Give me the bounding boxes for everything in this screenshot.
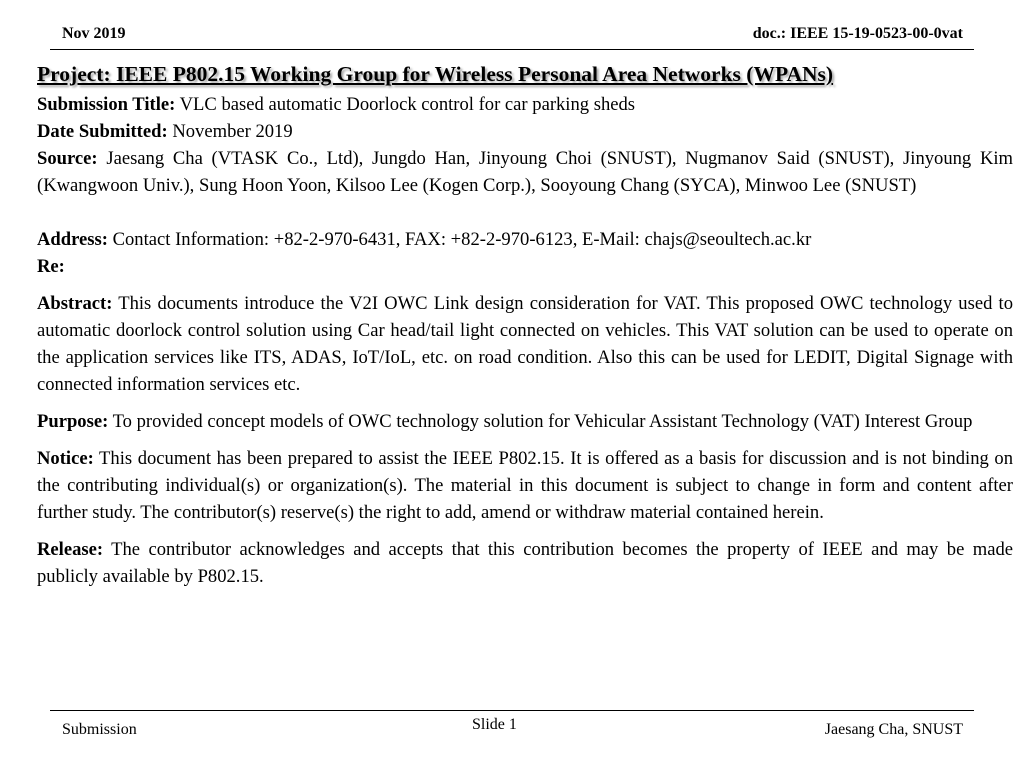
header-date: Nov 2019 — [62, 25, 126, 42]
re-label: Re: — [37, 256, 65, 277]
release-label: Release: — [37, 539, 104, 560]
source-value: Jaesang Cha (VTASK Co., Ltd), Jungdo Han, Jinyoung Choi (SNUST), Nugmanov Said (SNUST), Jinyoung Kim (Kwangwoon Univ.), Sung Hoon Yoon, Kilsoo Lee (Kogen Corp.), Sooyoung Chang (SYCA), Minwoo Lee (SNUST) — [37, 148, 1013, 196]
project-title: Project: IEEE P802.15 Working Group for Wireless Personal Area Networks (WPANs) — [37, 62, 834, 86]
source-label: Source: — [37, 148, 98, 169]
submission-title-value: VLC based automatic Doorlock control for car parking sheds — [179, 94, 636, 115]
address-value: Contact Information: +82-2-970-6431, FAX: +82-2-970-6123, E-Mail: chajs@seoultech.ac.kr — [112, 229, 812, 250]
address-row — [37, 226, 1013, 253]
footer-author: Jaesang Cha, SNUST — [824, 721, 963, 738]
header-doc-id: doc.: IEEE 15-19-0523-00-0vat — [752, 25, 963, 42]
date-submitted-value: November 2019 — [172, 121, 293, 142]
notice-label: Notice: — [37, 448, 94, 469]
abstract-label: Abstract: — [37, 293, 113, 314]
notice-value: This document has been prepared to assist the IEEE P802.15. It is offered as a basis for discussion and is not binding on the contributing individual(s) or organization(s). The material in this document is subject to change in form and content after further study. The contributor(s) reserve(s) the right to add, amend or withdraw material contained herein. — [37, 448, 1013, 523]
slide-number: Slide 1 — [472, 716, 517, 733]
notice-row — [37, 445, 1013, 526]
release-value: The contributor acknowledges and accepts that this contribution becomes the property of IEEE and may be made publicly available by P802.15. — [37, 539, 1013, 587]
date-submitted-label: Date Submitted: — [37, 121, 168, 142]
footer-submission: Submission — [62, 721, 137, 738]
header-divider — [50, 49, 974, 50]
re-row — [37, 253, 1013, 280]
purpose-label: Purpose: — [37, 411, 109, 432]
submission-title-label: Submission Title: — [37, 94, 176, 115]
document-body — [37, 91, 1013, 590]
abstract-value: This documents introduce the V2I OWC Link design consideration for VAT. This proposed OWC technology used to automatic doorlock control solution using Car head/tail light connected on vehicles. This VAT solution can be used to operate on the application services like ITS, ADAS, IoT/IoL, etc. on road condition. Also this can be used for LEDIT, Digital Signage with connected information services etc. — [37, 293, 1014, 395]
purpose-row — [37, 408, 1013, 435]
purpose-value: To provided concept models of OWC technology solution for Vehicular Assistant Technology (VAT) Interest Group — [112, 411, 973, 432]
address-label: Address: — [37, 229, 108, 250]
footer-divider — [50, 710, 974, 711]
submission-title-row — [37, 91, 1013, 118]
release-row — [37, 536, 1013, 590]
date-submitted-row — [37, 118, 1013, 145]
source-row — [37, 145, 1013, 199]
abstract-row — [37, 290, 1013, 398]
